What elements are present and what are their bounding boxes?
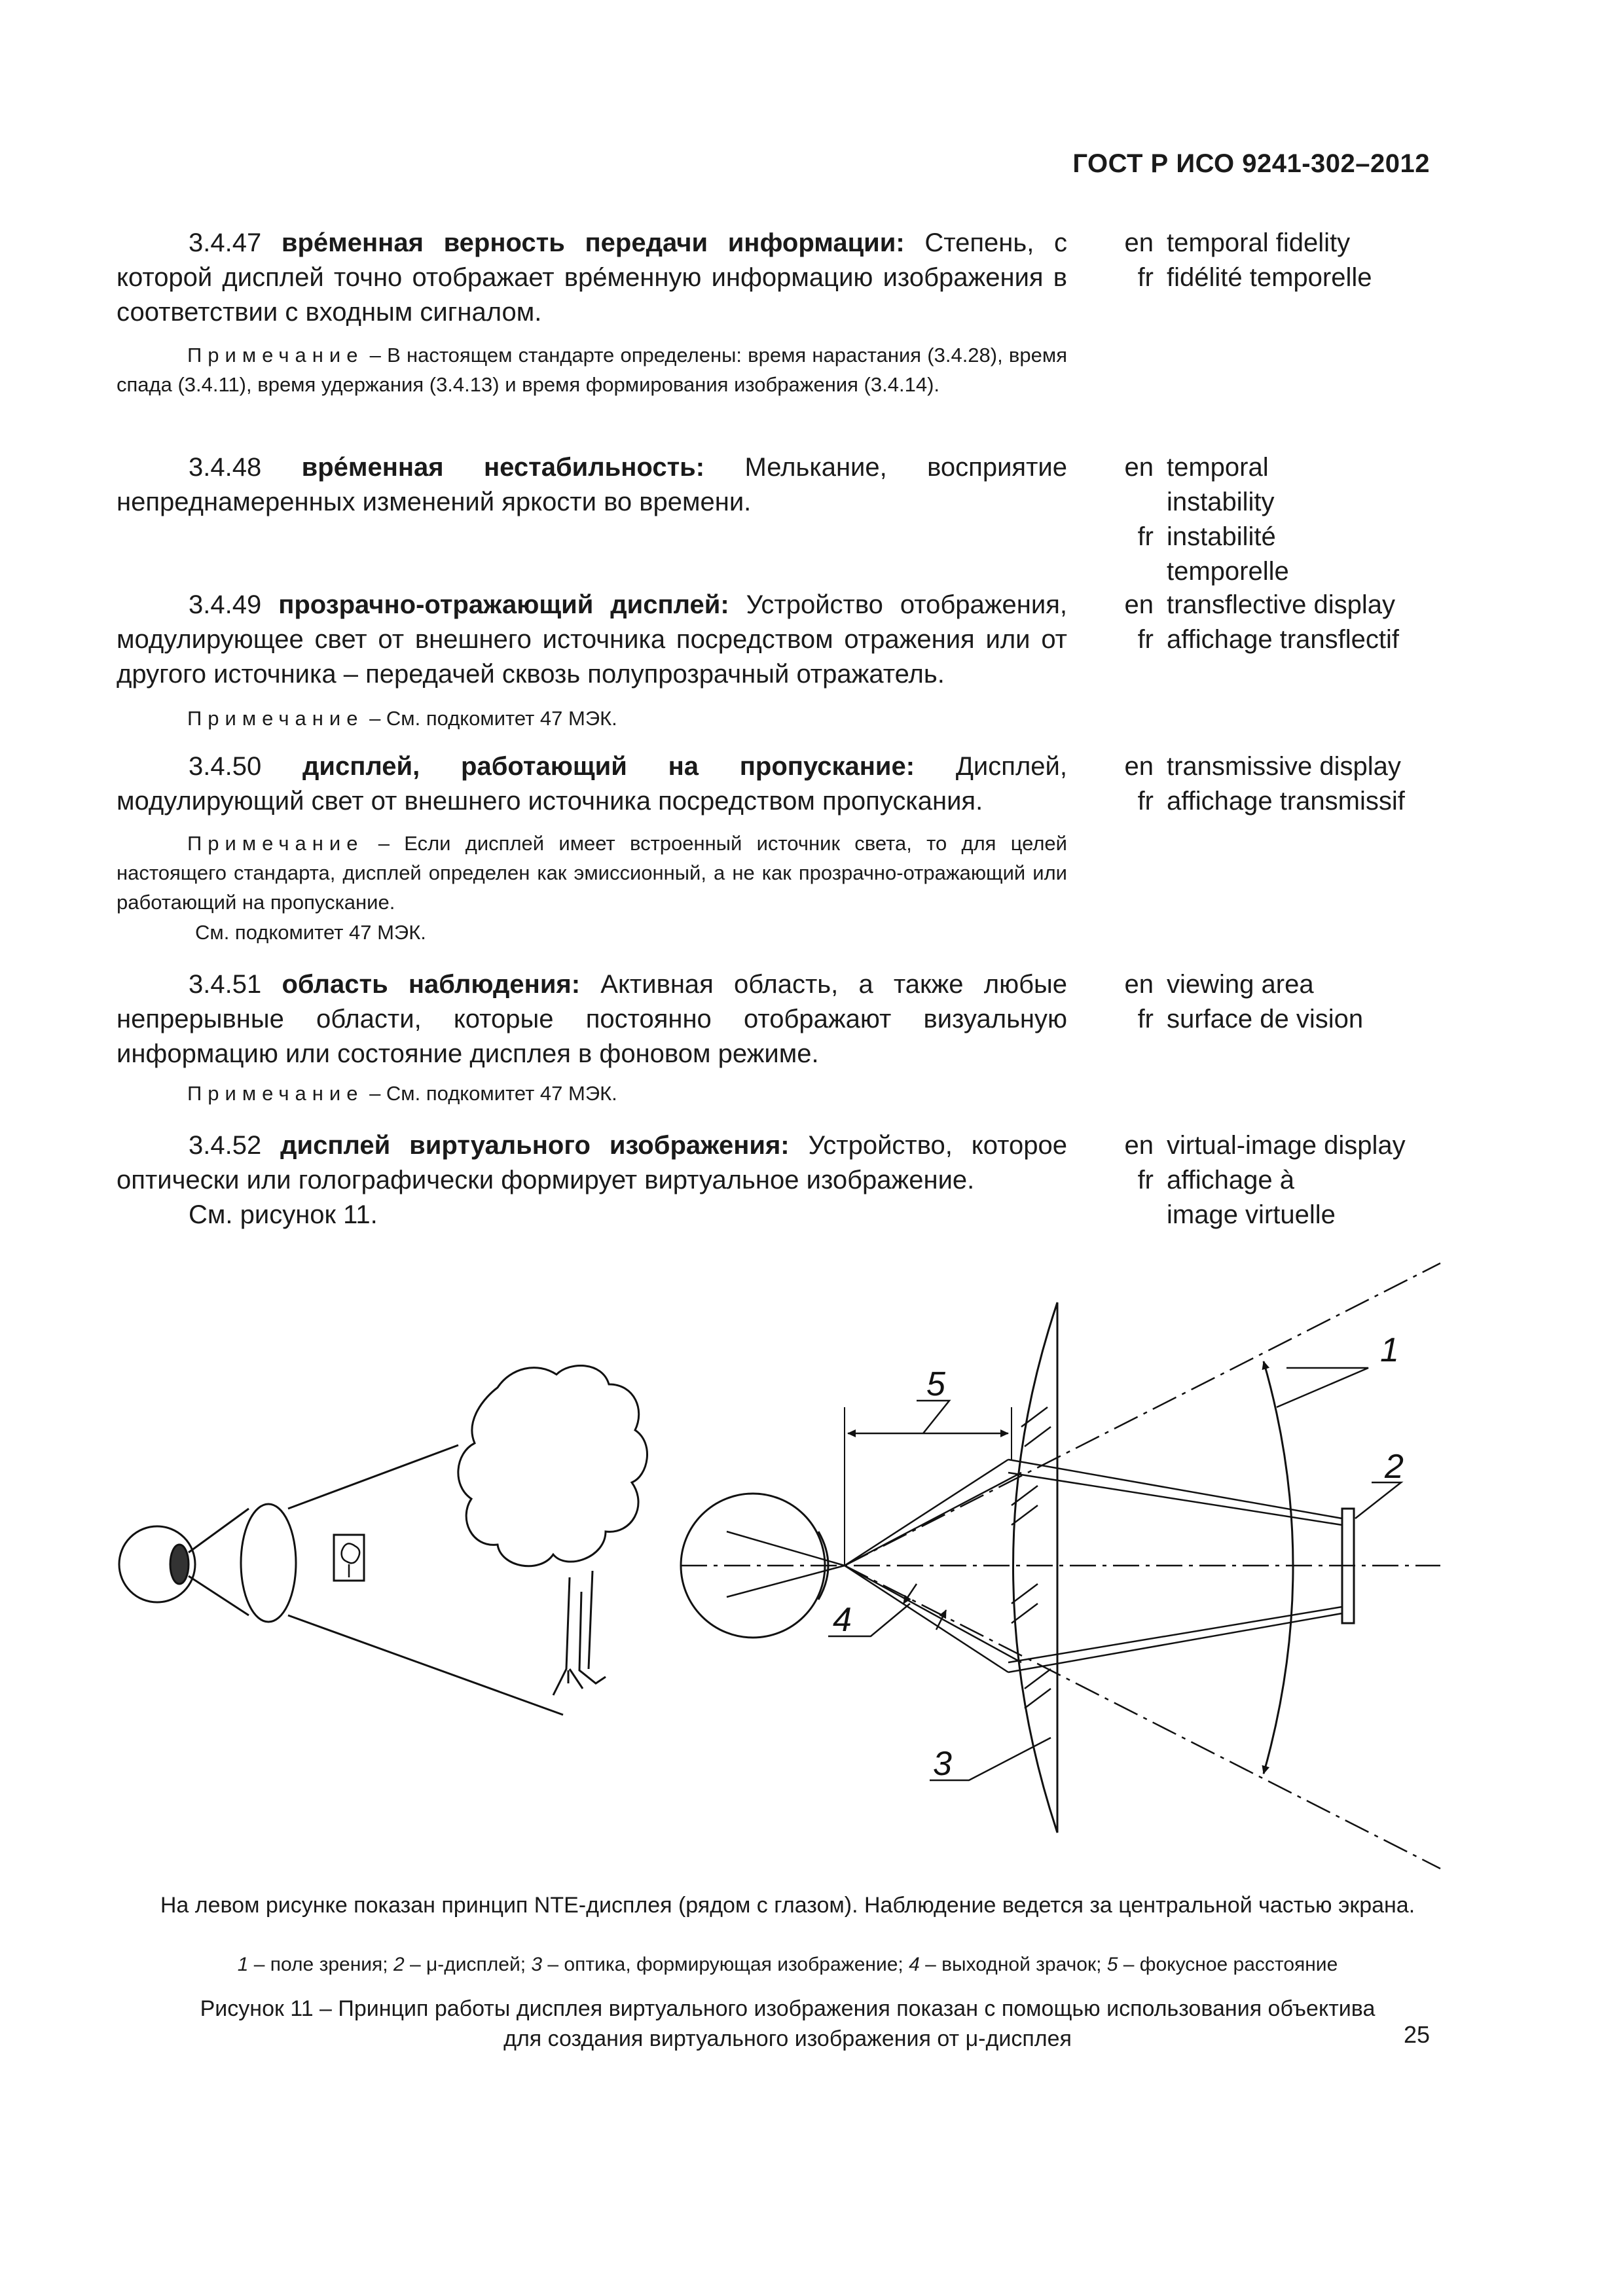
term-en: virtual-image display [1167,1131,1406,1160]
term-entry [117,588,1067,692]
term-entry [117,967,1067,1071]
term-equivalents [1106,588,1442,657]
tree-icon [458,1365,647,1695]
term-number: 3.4.48 [189,453,262,482]
term-entry [117,450,1067,520]
term-definition: Степень, с которой дисплей точно отображает вре́менную информацию изображения в соответствии с входным сигналом. [117,228,1067,327]
term-en: temporal instability [1167,453,1275,516]
lang-fr: fr [1137,1166,1154,1194]
note-text: – См. подкомитет 47 МЭК. [369,1082,617,1105]
note-label: Примечание [187,344,364,367]
legend-text: – поле зрения; [248,1954,393,1975]
leader-2 [1355,1482,1401,1518]
term-fr: fidélité temporelle [1167,263,1372,292]
figure-title: Рисунок 11 – Принцип работы дисплея виртуального изображения показан с помощью использования объектива для создания виртуального изображения от μ-дисплея [200,1996,1376,2051]
imaging-lens [1012,1302,1057,1833]
term-title: область наблюдения: [282,970,581,999]
figure-11-diagram [0,1244,1623,1898]
legend-num: 5 [1106,1954,1118,1975]
lang-fr: fr [1137,522,1154,551]
term-note [117,829,1067,917]
term-equivalents [1106,749,1442,819]
label-4: 4 [833,1601,852,1639]
term-fr: surface de vision [1167,1005,1364,1033]
term-number: 3.4.49 [189,590,262,619]
term-number: 3.4.47 [189,228,262,257]
lang-en: en [1124,1131,1154,1160]
field-of-view-arc [1264,1361,1293,1774]
term-equivalents [1106,450,1298,589]
term-fr: affichage à image virtuelle [1167,1166,1336,1229]
note-label: Примечание [187,707,364,730]
term-note [117,340,1067,399]
legend-text: – выходной зрачок; [919,1954,1107,1975]
legend-text: – фокусное расстояние [1118,1954,1338,1975]
label-1: 1 [1380,1331,1399,1369]
figure-legend [117,1950,1459,1979]
label-5: 5 [926,1365,945,1403]
term-number: 3.4.52 [189,1131,262,1160]
legend-num: 1 [237,1954,249,1975]
term-title: вре́менная верность передачи информации: [281,228,905,257]
figure-reference: См. рисунок 11. [189,1200,378,1229]
term-title: дисплей, работающий на пропускание: [302,752,915,781]
legend-text: – оптика, формирующая изображение; [542,1954,909,1975]
leader-5 [917,1401,949,1433]
leader-1 [1277,1368,1368,1407]
term-note [117,1079,1067,1108]
lang-en: en [1124,453,1154,482]
label-3: 3 [933,1745,952,1783]
lang-en: en [1124,752,1154,781]
lang-en: en [1124,228,1154,257]
term-fr: affichage transflectif [1167,625,1400,654]
lang-fr: fr [1137,787,1154,816]
term-equivalents [1106,1128,1442,1232]
term-definition: Устройство отображения, модулирующее свет от внешнего источника посредством отражения или от другого источника – передачей сквозь полупрозрачный отражатель. [117,590,1067,689]
page-number: 25 [1403,2021,1430,2048]
note-text: – Если дисплей имеет встроенный источник света, то для целей настоящего стандарта, дисплей определен как эмиссионный, а не как прозрачно-отражающий или работающий на пропускание. [117,832,1067,914]
note-extra: См. подкомитет 47 МЭК. [195,921,426,944]
term-equivalents [1106,226,1442,295]
small-lens [241,1504,296,1622]
figure-caption-note: На левом рисунке показан принцип NTE-дисплея (рядом с глазом). Наблюдение ведется за центральной частью экрана. [160,1893,1415,1918]
term-entry [117,226,1067,330]
term-en: transflective display [1167,590,1396,619]
standard-code: ГОСТ Р ИСО 9241-302–2012 [1072,149,1430,178]
legend-num: 3 [531,1954,543,1975]
label-2: 2 [1385,1448,1404,1486]
term-definition: Дисплей, модулирующий свет от внешнего источника посредством пропускания. [117,752,1067,816]
term-equivalents [1106,967,1442,1037]
term-fr: affichage transmissif [1167,787,1405,816]
lang-fr: fr [1137,263,1154,292]
lang-en: en [1124,970,1154,999]
note-label: Примечание [187,1082,364,1105]
lang-fr: fr [1137,625,1154,654]
note-label: Примечание [187,832,364,855]
legend-text: – μ-дисплей; [404,1954,532,1975]
term-entry [117,1128,1067,1198]
term-en: viewing area [1167,970,1314,999]
term-definition: Активная область, а также любые непрерывные области, которые постоянно отображают визуальную информацию или состояние дисплея в фоновом режиме. [117,970,1067,1068]
term-en: transmissive display [1167,752,1401,781]
lang-fr: fr [1137,1005,1154,1033]
legend-num: 2 [393,1954,405,1975]
term-title: вре́менная нестабильность: [301,453,705,482]
term-entry [117,749,1067,819]
note-text: – В настоящем стандарте определены: время нарастания (3.4.28), время спада (3.4.11), время удержания (3.4.13) и время формирования изображения (3.4.14). [117,344,1067,396]
lang-en: en [1124,590,1154,619]
term-definition: Мелькание, восприятие непреднамеренных изменений яркости во времени. [117,453,1067,516]
term-note [117,704,1067,733]
term-fr: instabilité temporelle [1167,522,1289,586]
term-title: дисплей виртуального изображения: [280,1131,790,1160]
term-number: 3.4.50 [189,752,262,781]
legend-num: 4 [909,1954,920,1975]
term-definition: Устройство, которое оптически или голографически формирует виртуальное изображение. [117,1131,1067,1194]
term-title: прозрачно-отражающий дисплей: [278,590,729,619]
note-text: – См. подкомитет 47 МЭК. [369,707,617,730]
small-eye-icon [119,1526,195,1602]
term-number: 3.4.51 [189,970,262,999]
term-en: temporal fidelity [1167,228,1351,257]
